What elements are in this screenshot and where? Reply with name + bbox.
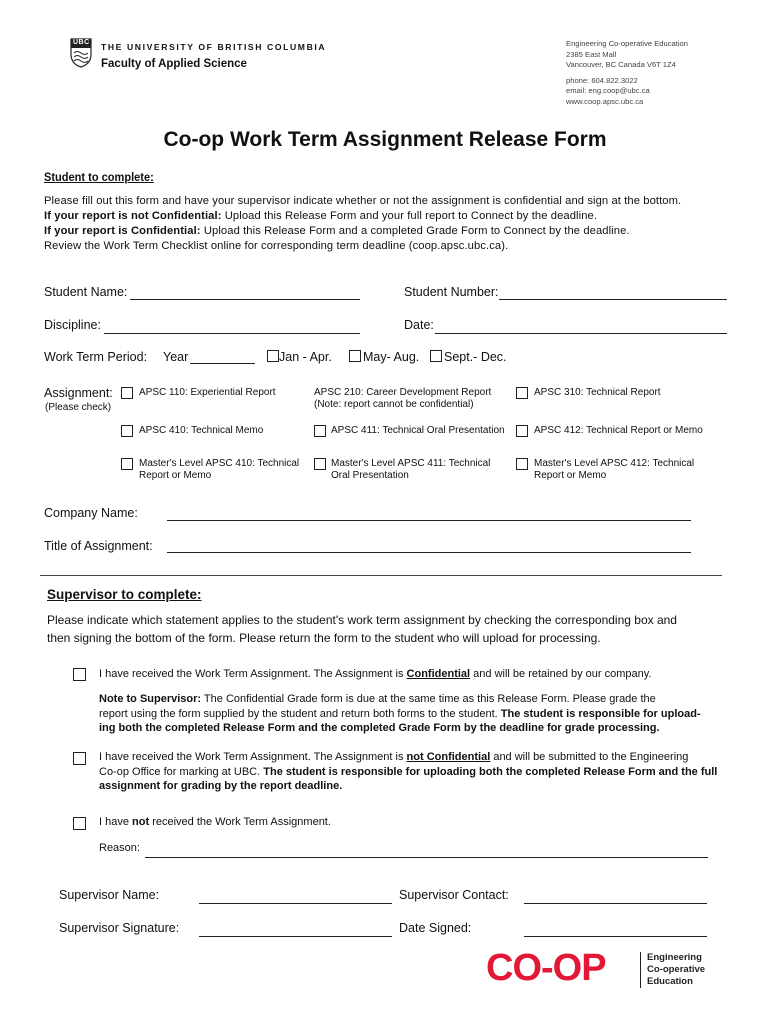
- logo-text: UBC: [73, 39, 90, 46]
- confidential-statement: I have received the Work Term Assignment. The Assignment is Confidential and will be retained by our company.: [99, 668, 652, 680]
- not-received-checkbox[interactable]: [73, 817, 86, 830]
- not-confidential-statement: I have received the Work Term Assignment. The Assignment is not Confidential and will be submitted to the Engineering Co-op Office for marking at UBC. The student is responsible for uploading both the completed Release Form and the full assignment for grading by the report deadline.: [99, 751, 718, 792]
- instructions-intro: Please fill out this form and have your supervisor indicate whether or not the assignment is confidential and sign at the bottom.: [44, 195, 682, 207]
- coop-logo: CO-OP: [486, 947, 606, 989]
- student-instructions: [44, 194, 734, 254]
- supervisor-name-field[interactable]: [199, 903, 392, 904]
- company-name-field[interactable]: [167, 520, 691, 521]
- apsc310-label: APSC 310: Technical Report: [534, 387, 661, 398]
- supervisor-note: Note to Supervisor: The Confidential Grade form is due at the same time as this Release Form. Please grade the report using the form supplied by the student and return both forms to the student. The student is responsible for upload- ing both the completed Release Form and the completed Grade Form by the deadline for grade processing.: [99, 693, 701, 734]
- instructions-confidential: If your report is Confidential: Upload this Release Form and a completed Grade Form to Connect by the deadline.: [44, 225, 630, 237]
- student-heading: Student to complete:: [44, 170, 154, 184]
- student-name-label: Student Name:: [44, 285, 128, 299]
- apsc410-checkbox[interactable]: [121, 425, 133, 437]
- company-name-label: Company Name:: [44, 506, 138, 520]
- student-name-field[interactable]: [130, 299, 360, 300]
- term-sept-dec-label: Sept.- Dec.: [444, 350, 507, 364]
- not-received-statement: I have not received the Work Term Assignment.: [99, 816, 331, 828]
- assignment-title-field[interactable]: [167, 552, 691, 553]
- reason-field[interactable]: [145, 857, 708, 858]
- apsc412-checkbox[interactable]: [516, 425, 528, 437]
- discipline-label: Discipline:: [44, 318, 101, 332]
- work-term-period-label: Work Term Period:: [44, 350, 148, 364]
- reason-label: Reason:: [99, 842, 140, 854]
- apsc210-label: APSC 210: Career Development Report (Note: report cannot be confidential): [314, 387, 492, 410]
- term-jan-apr-label: Jan - Apr.: [279, 350, 332, 364]
- supervisor-contact-label: Supervisor Contact:: [399, 888, 509, 902]
- apsc410-label: APSC 410: Technical Memo: [139, 425, 264, 436]
- date-field[interactable]: [435, 333, 727, 334]
- university-name: THE UNIVERSITY OF BRITISH COLUMBIA: [101, 42, 327, 52]
- date-label: Date:: [404, 318, 434, 332]
- masters-apsc412-checkbox[interactable]: [516, 458, 528, 470]
- supervisor-contact-field[interactable]: [524, 903, 707, 904]
- term-sept-dec-checkbox[interactable]: [430, 350, 442, 362]
- student-number-field[interactable]: [499, 299, 727, 300]
- apsc110-checkbox[interactable]: [121, 387, 133, 399]
- term-may-aug-label: May- Aug.: [363, 350, 420, 364]
- apsc412-label: APSC 412: Technical Report or Memo: [534, 425, 703, 436]
- faculty-name: Faculty of Applied Science: [101, 58, 247, 70]
- coop-logo-divider: [640, 952, 641, 988]
- supervisor-name-label: Supervisor Name:: [59, 888, 160, 902]
- apsc411-checkbox[interactable]: [314, 425, 326, 437]
- office-phone: phone: 604.822.3022: [566, 75, 638, 85]
- supervisor-signature-label: Supervisor Signature:: [59, 921, 180, 935]
- office-email: email: eng.coop@ubc.ca: [566, 86, 650, 95]
- instructions-review: Review the Work Term Checklist online for corresponding term deadline (coop.apsc.ubc.ca).: [44, 240, 509, 252]
- please-check-label: (Please check): [45, 402, 112, 413]
- masters-apsc410-label: Master's Level APSC 410: Technical Report or Memo: [139, 458, 300, 481]
- term-may-aug-checkbox[interactable]: [349, 350, 361, 362]
- masters-apsc412-label: Master's Level APSC 412: Technical Report or Memo: [534, 458, 695, 481]
- office-address: [566, 39, 688, 107]
- apsc310-checkbox[interactable]: [516, 387, 528, 399]
- masters-apsc411-checkbox[interactable]: [314, 458, 326, 470]
- office-name: Engineering Co-operative Education: [566, 39, 689, 48]
- supervisor-signature-field[interactable]: [199, 936, 392, 937]
- office-city: Vancouver, BC Canada V6T 1Z4: [566, 60, 676, 69]
- office-web: www.coop.apsc.ubc.ca: [566, 96, 644, 106]
- student-number-label: Student Number:: [404, 285, 499, 299]
- year-label: Year: [163, 350, 189, 364]
- masters-apsc411-label: Master's Level APSC 411: Technical Oral Presentation: [331, 458, 491, 481]
- year-field[interactable]: [190, 363, 255, 364]
- office-street: 2385 East Mall: [566, 49, 617, 59]
- not-confidential-checkbox[interactable]: [73, 752, 86, 765]
- masters-apsc410-checkbox[interactable]: [121, 458, 133, 470]
- assignment-label: Assignment:: [44, 386, 113, 400]
- confidential-checkbox[interactable]: [73, 668, 86, 681]
- apsc411-label: APSC 411: Technical Oral Presentation: [331, 425, 505, 436]
- ubc-crest-logo: [70, 38, 92, 68]
- date-signed-label: Date Signed:: [399, 921, 472, 935]
- section-divider: [40, 575, 722, 576]
- discipline-field[interactable]: [104, 333, 360, 334]
- supervisor-instructions: Please indicate which statement applies to the student's work term assignment by checking the corresponding box and then signing the bottom of the form. Please return the form to the student who will upload for processing.: [47, 613, 677, 645]
- assignment-title-label: Title of Assignment:: [44, 539, 153, 553]
- page-title: Co-op Work Term Assignment Release Form: [163, 128, 607, 151]
- term-jan-apr-checkbox[interactable]: [267, 350, 279, 362]
- coop-logo-text: Engineering Co-operative Education: [647, 952, 706, 987]
- instructions-not-confidential: If your report is not Confidential: Upload this Release Form and your full report to Connect by the deadline.: [44, 210, 598, 222]
- date-signed-field[interactable]: [524, 936, 707, 937]
- apsc110-label: APSC 110: Experiential Report: [139, 387, 276, 398]
- supervisor-heading: Supervisor to complete:: [47, 587, 202, 602]
